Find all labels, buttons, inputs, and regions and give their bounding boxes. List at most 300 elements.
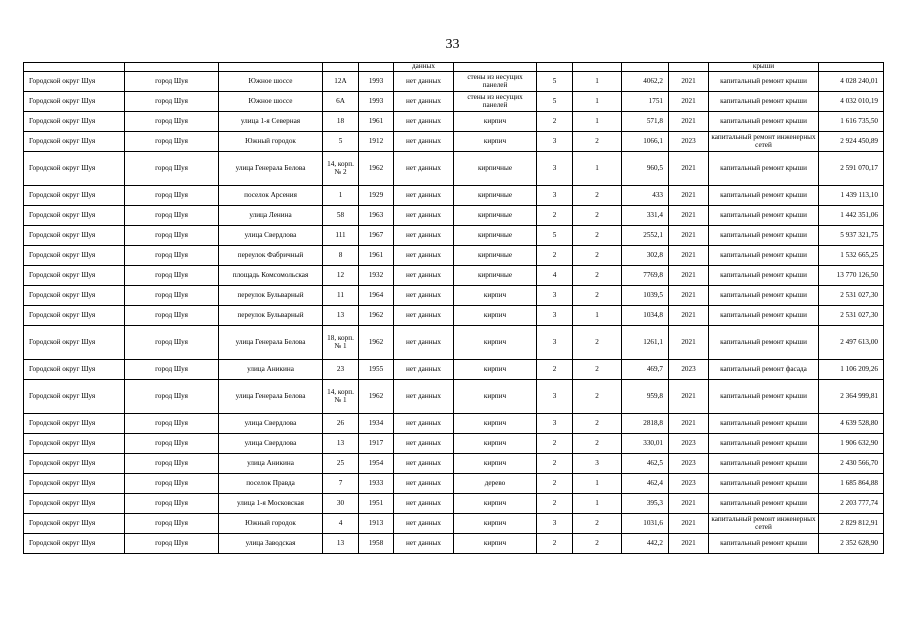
street-cell: улица Ленина	[219, 206, 323, 226]
cost-cell: 4 639 528,80	[819, 414, 884, 434]
year-status-cell: нет данных	[394, 226, 454, 246]
settlement-cell: город Шуя	[125, 72, 219, 92]
municipality-cell: Городской округ Шуя	[24, 360, 125, 380]
municipality-cell: Городской округ Шуя	[24, 206, 125, 226]
floors-cell: 5	[537, 226, 573, 246]
year-status-cell: нет данных	[394, 132, 454, 152]
municipality-cell: Городской округ Шуя	[24, 246, 125, 266]
year-status-cell: нет данных	[394, 534, 454, 554]
year-built-cell: 1993	[359, 72, 394, 92]
wall-material-cell: кирпичные	[454, 226, 537, 246]
year-built-cell: 1961	[359, 246, 394, 266]
street-cell: Южное шоссе	[219, 92, 323, 112]
street-cell: улица Аникина	[219, 454, 323, 474]
house-number-cell: 18	[323, 112, 359, 132]
table-row	[24, 306, 884, 326]
house-number-cell: 26	[323, 414, 359, 434]
year-status-cell: нет данных	[394, 206, 454, 226]
table-row	[24, 326, 884, 360]
area-cell: 1751	[622, 92, 669, 112]
wall-material-cell: кирпич	[454, 326, 537, 360]
plan-year-cell: 2021	[669, 226, 709, 246]
work-type-cell: капитальный ремонт крыши	[709, 326, 819, 360]
settlement-cell	[125, 63, 219, 72]
year-built-cell: 1958	[359, 534, 394, 554]
year-built-cell	[359, 63, 394, 72]
year-status-cell: нет данных	[394, 414, 454, 434]
cost-cell: 2 531 027,30	[819, 306, 884, 326]
work-type-cell: капитальный ремонт крыши	[709, 414, 819, 434]
plan-year-cell: 2023	[669, 474, 709, 494]
wall-material-cell: кирпич	[454, 514, 537, 534]
entrances-cell: 2	[573, 326, 622, 360]
table-row	[24, 514, 884, 534]
table-row	[24, 414, 884, 434]
floors-cell: 3	[537, 186, 573, 206]
house-number-cell: 23	[323, 360, 359, 380]
municipality-cell: Городской округ Шуя	[24, 514, 125, 534]
floors-cell: 3	[537, 132, 573, 152]
wall-material-cell: кирпич	[454, 360, 537, 380]
wall-material-cell: кирпич	[454, 286, 537, 306]
settlement-cell: город Шуя	[125, 534, 219, 554]
floors-cell: 2	[537, 206, 573, 226]
entrances-cell: 1	[573, 72, 622, 92]
work-type-cell: капитальный ремонт крыши	[709, 286, 819, 306]
wall-material-cell: кирпич	[454, 494, 537, 514]
area-cell: 433	[622, 186, 669, 206]
wall-material-cell: кирпичные	[454, 266, 537, 286]
municipality-cell: Городской округ Шуя	[24, 266, 125, 286]
settlement-cell: город Шуя	[125, 474, 219, 494]
table-row	[24, 72, 884, 92]
floors-cell: 3	[537, 514, 573, 534]
plan-year-cell: 2021	[669, 92, 709, 112]
work-type-cell: крыши	[709, 63, 819, 72]
year-built-cell: 1962	[359, 306, 394, 326]
house-number-cell: 14, корп. № 1	[323, 380, 359, 414]
year-built-cell: 1963	[359, 206, 394, 226]
entrances-cell: 1	[573, 306, 622, 326]
area-cell: 469,7	[622, 360, 669, 380]
year-built-cell: 1933	[359, 474, 394, 494]
house-number-cell: 14, корп. № 2	[323, 152, 359, 186]
year-status-cell: нет данных	[394, 474, 454, 494]
work-type-cell: капитальный ремонт крыши	[709, 494, 819, 514]
municipality-cell: Городской округ Шуя	[24, 434, 125, 454]
year-status-cell: нет данных	[394, 306, 454, 326]
street-cell: улица 1-я Московская	[219, 494, 323, 514]
house-number-cell: 7	[323, 474, 359, 494]
settlement-cell: город Шуя	[125, 414, 219, 434]
entrances-cell: 1	[573, 152, 622, 186]
area-cell: 302,8	[622, 246, 669, 266]
year-built-cell: 1954	[359, 454, 394, 474]
floors-cell: 3	[537, 286, 573, 306]
year-built-cell: 1917	[359, 434, 394, 454]
house-number-cell: 4	[323, 514, 359, 534]
work-type-cell: капитальный ремонт инженерных сетей	[709, 514, 819, 534]
wall-material-cell: кирпичные	[454, 152, 537, 186]
plan-year-cell: 2021	[669, 414, 709, 434]
floors-cell: 4	[537, 266, 573, 286]
year-status-cell: нет данных	[394, 434, 454, 454]
settlement-cell: город Шуя	[125, 514, 219, 534]
house-number-cell: 11	[323, 286, 359, 306]
house-number-cell: 8	[323, 246, 359, 266]
plan-year-cell	[669, 63, 709, 72]
municipality-cell: Городской округ Шуя	[24, 92, 125, 112]
entrances-cell: 2	[573, 266, 622, 286]
table-row	[24, 206, 884, 226]
area-cell: 462,4	[622, 474, 669, 494]
year-status-cell: нет данных	[394, 494, 454, 514]
area-cell: 330,01	[622, 434, 669, 454]
plan-year-cell: 2021	[669, 286, 709, 306]
work-type-cell: капитальный ремонт крыши	[709, 306, 819, 326]
settlement-cell: город Шуя	[125, 186, 219, 206]
floors-cell: 2	[537, 112, 573, 132]
work-type-cell: капитальный ремонт крыши	[709, 474, 819, 494]
entrances-cell: 3	[573, 454, 622, 474]
plan-year-cell: 2021	[669, 72, 709, 92]
entrances-cell: 1	[573, 112, 622, 132]
table-row	[24, 186, 884, 206]
municipality-cell	[24, 63, 125, 72]
entrances-cell: 1	[573, 494, 622, 514]
year-built-cell: 1967	[359, 226, 394, 246]
floors-cell: 2	[537, 454, 573, 474]
settlement-cell: город Шуя	[125, 92, 219, 112]
settlement-cell: город Шуя	[125, 206, 219, 226]
year-status-cell: нет данных	[394, 246, 454, 266]
street-cell: Южный городок	[219, 132, 323, 152]
year-built-cell: 1964	[359, 286, 394, 306]
settlement-cell: город Шуя	[125, 360, 219, 380]
cost-cell: 2 352 628,90	[819, 534, 884, 554]
street-cell: переулок Фабричный	[219, 246, 323, 266]
wall-material-cell: кирпич	[454, 132, 537, 152]
floors-cell: 2	[537, 534, 573, 554]
house-number-cell: 1	[323, 186, 359, 206]
work-type-cell: капитальный ремонт крыши	[709, 380, 819, 414]
floors-cell: 5	[537, 92, 573, 112]
year-status-cell: нет данных	[394, 286, 454, 306]
plan-year-cell: 2021	[669, 514, 709, 534]
plan-year-cell: 2021	[669, 380, 709, 414]
house-number-cell: 5	[323, 132, 359, 152]
year-built-cell: 1929	[359, 186, 394, 206]
wall-material-cell: стены из несущих панелей	[454, 72, 537, 92]
table-row	[24, 286, 884, 306]
cost-cell: 2 364 999,81	[819, 380, 884, 414]
table-row	[24, 534, 884, 554]
street-cell: площадь Комсомольская	[219, 266, 323, 286]
year-built-cell: 1993	[359, 92, 394, 112]
year-status-cell: нет данных	[394, 152, 454, 186]
table-row	[24, 474, 884, 494]
municipality-cell: Городской округ Шуя	[24, 326, 125, 360]
plan-year-cell: 2021	[669, 206, 709, 226]
floors-cell: 2	[537, 434, 573, 454]
plan-year-cell: 2021	[669, 326, 709, 360]
table-row	[24, 112, 884, 132]
wall-material-cell: кирпич	[454, 380, 537, 414]
table-row	[24, 226, 884, 246]
table-row	[24, 92, 884, 112]
floors-cell: 2	[537, 246, 573, 266]
entrances-cell	[573, 63, 622, 72]
settlement-cell: город Шуя	[125, 226, 219, 246]
plan-year-cell: 2021	[669, 266, 709, 286]
area-cell: 2818,8	[622, 414, 669, 434]
work-type-cell: капитальный ремонт инженерных сетей	[709, 132, 819, 152]
wall-material-cell: кирпич	[454, 434, 537, 454]
cost-cell: 1 906 632,90	[819, 434, 884, 454]
table-row	[24, 246, 884, 266]
year-built-cell: 1962	[359, 326, 394, 360]
house-number-cell: 6А	[323, 92, 359, 112]
entrances-cell: 2	[573, 186, 622, 206]
entrances-cell: 2	[573, 414, 622, 434]
municipality-cell: Городской округ Шуя	[24, 380, 125, 414]
area-cell: 1066,1	[622, 132, 669, 152]
house-number-cell: 13	[323, 306, 359, 326]
plan-year-cell: 2021	[669, 534, 709, 554]
entrances-cell: 2	[573, 132, 622, 152]
area-cell: 7769,8	[622, 266, 669, 286]
year-built-cell: 1913	[359, 514, 394, 534]
house-number-cell: 18, корп. № 1	[323, 326, 359, 360]
street-cell: улица Генерала Белова	[219, 326, 323, 360]
house-number-cell: 111	[323, 226, 359, 246]
cost-cell: 4 032 010,19	[819, 92, 884, 112]
settlement-cell: город Шуя	[125, 494, 219, 514]
entrances-cell: 2	[573, 226, 622, 246]
settlement-cell: город Шуя	[125, 286, 219, 306]
floors-cell: 5	[537, 72, 573, 92]
cost-cell	[819, 63, 884, 72]
work-type-cell: капитальный ремонт фасада	[709, 360, 819, 380]
street-cell: улица Генерала Белова	[219, 152, 323, 186]
street-cell: улица Свердлова	[219, 434, 323, 454]
cost-cell: 1 532 665,25	[819, 246, 884, 266]
plan-year-cell: 2023	[669, 132, 709, 152]
work-type-cell: капитальный ремонт крыши	[709, 92, 819, 112]
year-built-cell: 1955	[359, 360, 394, 380]
area-cell: 395,3	[622, 494, 669, 514]
house-number-cell: 58	[323, 206, 359, 226]
year-status-cell: нет данных	[394, 266, 454, 286]
entrances-cell: 1	[573, 92, 622, 112]
floors-cell: 3	[537, 152, 573, 186]
work-type-cell: капитальный ремонт крыши	[709, 206, 819, 226]
entrances-cell: 2	[573, 286, 622, 306]
cost-cell: 2 531 027,30	[819, 286, 884, 306]
floors-cell: 3	[537, 326, 573, 360]
year-status-cell: нет данных	[394, 380, 454, 414]
cost-cell: 1 685 864,88	[819, 474, 884, 494]
house-number-cell: 13	[323, 534, 359, 554]
municipality-cell: Городской округ Шуя	[24, 454, 125, 474]
work-type-cell: капитальный ремонт крыши	[709, 186, 819, 206]
settlement-cell: город Шуя	[125, 380, 219, 414]
floors-cell: 2	[537, 474, 573, 494]
municipality-cell: Городской округ Шуя	[24, 226, 125, 246]
street-cell: улица 1-я Северная	[219, 112, 323, 132]
year-built-cell: 1951	[359, 494, 394, 514]
table-row	[24, 494, 884, 514]
settlement-cell: город Шуя	[125, 152, 219, 186]
year-built-cell: 1961	[359, 112, 394, 132]
house-number-cell: 30	[323, 494, 359, 514]
year-built-cell: 1962	[359, 380, 394, 414]
entrances-cell: 2	[573, 534, 622, 554]
cost-cell: 2 924 450,89	[819, 132, 884, 152]
municipality-cell: Городской округ Шуя	[24, 534, 125, 554]
floors-cell: 2	[537, 360, 573, 380]
area-cell: 331,4	[622, 206, 669, 226]
cost-cell: 2 829 812,91	[819, 514, 884, 534]
wall-material-cell: дерево	[454, 474, 537, 494]
area-cell: 1039,5	[622, 286, 669, 306]
house-number-cell	[323, 63, 359, 72]
floors-cell: 3	[537, 414, 573, 434]
street-cell: улица Генерала Белова	[219, 380, 323, 414]
table-row	[24, 132, 884, 152]
work-type-cell: капитальный ремонт крыши	[709, 112, 819, 132]
year-built-cell: 1932	[359, 266, 394, 286]
area-cell: 959,8	[622, 380, 669, 414]
wall-material-cell: стены из несущих панелей	[454, 92, 537, 112]
entrances-cell: 2	[573, 246, 622, 266]
street-cell: улица Заводская	[219, 534, 323, 554]
entrances-cell: 2	[573, 380, 622, 414]
plan-year-cell: 2021	[669, 494, 709, 514]
settlement-cell: город Шуя	[125, 306, 219, 326]
street-cell: улица Аникина	[219, 360, 323, 380]
cost-cell: 13 770 126,50	[819, 266, 884, 286]
street-cell: поселок Правда	[219, 474, 323, 494]
work-type-cell: капитальный ремонт крыши	[709, 434, 819, 454]
year-status-cell: нет данных	[394, 186, 454, 206]
settlement-cell: город Шуя	[125, 326, 219, 360]
housing-table	[23, 62, 884, 554]
house-number-cell: 12А	[323, 72, 359, 92]
street-cell	[219, 63, 323, 72]
year-built-cell: 1912	[359, 132, 394, 152]
settlement-cell: город Шуя	[125, 266, 219, 286]
plan-year-cell: 2021	[669, 186, 709, 206]
cost-cell: 2 591 070,17	[819, 152, 884, 186]
year-built-cell: 1934	[359, 414, 394, 434]
municipality-cell: Городской округ Шуя	[24, 286, 125, 306]
municipality-cell: Городской округ Шуя	[24, 186, 125, 206]
work-type-cell: капитальный ремонт крыши	[709, 454, 819, 474]
wall-material-cell: кирпичные	[454, 186, 537, 206]
street-cell: переулок Бульварный	[219, 286, 323, 306]
house-number-cell: 13	[323, 434, 359, 454]
floors-cell: 3	[537, 306, 573, 326]
work-type-cell: капитальный ремонт крыши	[709, 152, 819, 186]
cost-cell: 2 430 566,70	[819, 454, 884, 474]
area-cell: 2552,1	[622, 226, 669, 246]
work-type-cell: капитальный ремонт крыши	[709, 246, 819, 266]
municipality-cell: Городской округ Шуя	[24, 132, 125, 152]
wall-material-cell: кирпич	[454, 112, 537, 132]
cost-cell: 4 028 240,01	[819, 72, 884, 92]
year-built-cell: 1962	[359, 152, 394, 186]
year-status-cell: нет данных	[394, 92, 454, 112]
entrances-cell: 2	[573, 434, 622, 454]
house-number-cell: 25	[323, 454, 359, 474]
entrances-cell: 1	[573, 474, 622, 494]
area-cell: 462,5	[622, 454, 669, 474]
municipality-cell: Городской округ Шуя	[24, 152, 125, 186]
table-row	[24, 454, 884, 474]
work-type-cell: капитальный ремонт крыши	[709, 266, 819, 286]
wall-material-cell: кирпичные	[454, 246, 537, 266]
municipality-cell: Городской округ Шуя	[24, 414, 125, 434]
area-cell: 1034,8	[622, 306, 669, 326]
area-cell: 571,8	[622, 112, 669, 132]
entrances-cell: 2	[573, 206, 622, 226]
wall-material-cell	[454, 63, 537, 72]
area-cell: 4062,2	[622, 72, 669, 92]
year-status-cell: нет данных	[394, 514, 454, 534]
cost-cell: 1 616 735,50	[819, 112, 884, 132]
year-status-cell: нет данных	[394, 72, 454, 92]
year-status-cell: нет данных	[394, 112, 454, 132]
street-cell: улица Свердлова	[219, 414, 323, 434]
entrances-cell: 2	[573, 360, 622, 380]
municipality-cell: Городской округ Шуя	[24, 72, 125, 92]
plan-year-cell: 2023	[669, 454, 709, 474]
cost-cell: 2 497 613,00	[819, 326, 884, 360]
floors-cell	[537, 63, 573, 72]
street-cell: улица Свердлова	[219, 226, 323, 246]
settlement-cell: город Шуя	[125, 112, 219, 132]
plan-year-cell: 2021	[669, 306, 709, 326]
settlement-cell: город Шуя	[125, 454, 219, 474]
floors-cell: 2	[537, 494, 573, 514]
page-number: 33	[445, 37, 460, 52]
street-cell: переулок Бульварный	[219, 306, 323, 326]
table-row	[24, 434, 884, 454]
table-row	[24, 266, 884, 286]
settlement-cell: город Шуя	[125, 434, 219, 454]
street-cell: Южный городок	[219, 514, 323, 534]
work-type-cell: капитальный ремонт крыши	[709, 226, 819, 246]
work-type-cell: капитальный ремонт крыши	[709, 72, 819, 92]
plan-year-cell: 2021	[669, 246, 709, 266]
work-type-cell: капитальный ремонт крыши	[709, 534, 819, 554]
wall-material-cell: кирпич	[454, 414, 537, 434]
house-number-cell: 12	[323, 266, 359, 286]
municipality-cell: Городской округ Шуя	[24, 494, 125, 514]
table-row	[24, 152, 884, 186]
area-cell: 960,5	[622, 152, 669, 186]
year-status-cell: нет данных	[394, 360, 454, 380]
settlement-cell: город Шуя	[125, 132, 219, 152]
cost-cell: 2 203 777,74	[819, 494, 884, 514]
area-cell	[622, 63, 669, 72]
area-cell: 1261,1	[622, 326, 669, 360]
cost-cell: 1 106 209,26	[819, 360, 884, 380]
municipality-cell: Городской округ Шуя	[24, 306, 125, 326]
wall-material-cell: кирпич	[454, 534, 537, 554]
plan-year-cell: 2023	[669, 434, 709, 454]
